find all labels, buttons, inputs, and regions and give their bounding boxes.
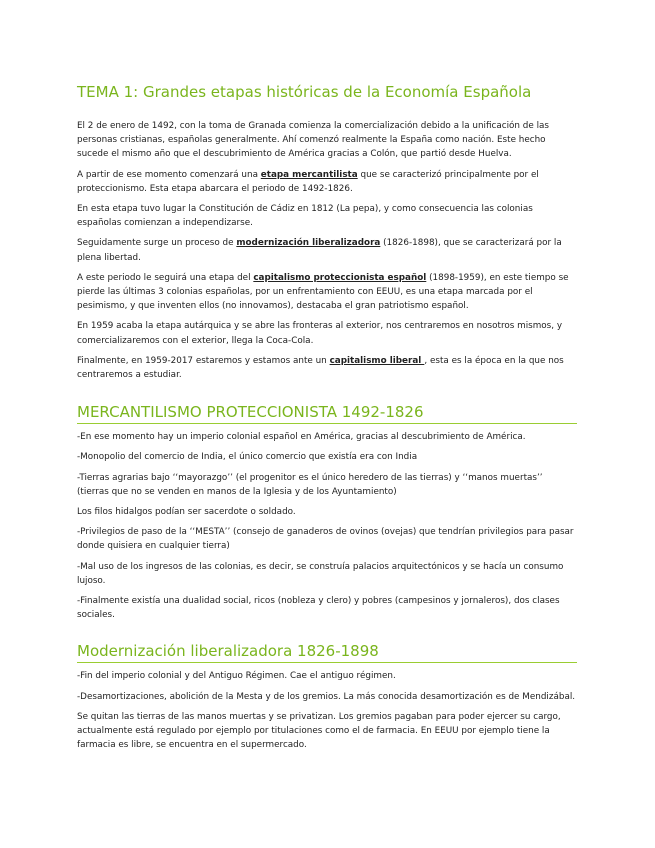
intro-paragraph [77, 271, 577, 314]
intro-section [77, 119, 577, 382]
paragraph-text: Finalmente, en 1959-2017 estaremos y estamos ante un [77, 355, 330, 366]
list-item: -Desamortizaciones, abolición de la Mesta y de los gremios. La más conocida desamortización es de Mendizábal. [77, 691, 576, 702]
paragraph-text: (1826-1898), que se caracterizará por la plena libertad. [77, 238, 562, 263]
paragraph-text: En 1959 acaba la etapa autárquica y se abre las fronteras al exterior, nos centraremos en nosotros mismos, y comercializaremos con el exterior, llega la Coca-Cola. [77, 321, 563, 346]
list-item: -Tierras agrarias bajo ‘‘mayorazgo’’ (el progenitor es el único heredero de las tierras) y ‘‘manos muertas’’ (tierras que no se venden en manos de la Iglesia y de los Ayuntamiento) [77, 472, 543, 497]
highlighted-term: modernización liberalizadora [236, 238, 381, 249]
intro-paragraph [77, 168, 577, 196]
document-content [77, 82, 577, 759]
list-item: Se quitan las tierras de las manos muertas y se privatizan. Los gremios pagaban para poder ejercer su cargo, actualmente está regulado por ejemplo por titulaciones como el de farmacia. En EEUU por ejemplo tiene la farmacia es libre, se encuentra en el supermercado. [77, 711, 561, 751]
page-title: TEMA 1: Grandes etapas históricas de la Economía Española [77, 83, 532, 101]
intro-paragraph [77, 319, 577, 347]
intro-paragraph [77, 119, 577, 162]
section-mercantilismo-list [77, 430, 577, 622]
list-item: Los filos hidalgos podían ser sacerdote o soldado. [77, 507, 296, 518]
highlighted-term: capitalismo liberal [329, 355, 425, 366]
paragraph-text: Seguidamente surge un proceso de [77, 238, 237, 249]
list-item: -Finalmente existía una dualidad social, ricos (nobleza y clero) y pobres (campesinos y jornaleros), dos clases sociales. [77, 596, 560, 621]
list-item: -En ese momento hay un imperio colonial español en América, gracias al descubrimiento de América. [77, 432, 526, 443]
list-item: -Monopolio del comercio de India, el único comercio que existía era con India [77, 452, 418, 463]
paragraph-text: , esta es la época en la que nos centraremos a estudiar. [77, 355, 564, 381]
highlighted-term: capitalismo proteccionista español [253, 272, 427, 283]
paragraph-text: que se caracterizó principalmente por el proteccionismo. Esta etapa abarcara el periodo de 1492-1826. [77, 169, 539, 194]
list-item: -Mal uso de los ingresos de las colonias, es decir, se construía palacios arquitectónicos y se hacía un consumo lujoso. [77, 561, 564, 586]
paragraph-text: En esta etapa tuvo lugar la Constitución de Cádiz en 1812 (La pepa), y como consecuencia las colonias españolas comienzan a independizarse. [77, 204, 533, 229]
section-heading-mercantilismo: MERCANTILISMO PROTECCIONISTA 1492-1826 [77, 402, 577, 424]
intro-paragraph [77, 236, 577, 264]
intro-paragraph [77, 202, 577, 230]
paragraph-text: A partir de ese momento comenzará una [77, 169, 261, 180]
list-item: -Fin del imperio colonial y del Antiguo Régimen. Cae el antiguo régimen. [77, 671, 396, 682]
paragraph-text: A este periodo le seguirá una etapa del [77, 272, 254, 283]
section-heading-modernizacion: Modernización liberalizadora 1826-1898 [77, 641, 577, 663]
highlighted-term: etapa mercantilista [260, 169, 358, 180]
paragraph-text: (1898-1959), en este tiempo se pierde las últimas 3 colonias españolas, por un enfrentamiento con EEUU, es una etapa marcada por el pesimismo, y que inventen ellos (no innovamos), destacaba el gran patriotismo español. [77, 272, 569, 312]
paragraph-text: El 2 de enero de 1492, con la toma de Granada comienza la comercialización debido a la unificación de las personas cristianas, españolas generalmente. Ahí comenzó realmente la España como nación. Este hecho sucede el mismo año que el descubrimiento de América gracias a Colón, que partió desde Huelva. [77, 121, 550, 160]
list-item: -Privilegios de paso de la ‘‘MESTA’’ (consejo de ganaderos de ovinos (ovejas) que tendrían privilegios para pasar donde quisiera en cualquier tierra) [77, 527, 574, 552]
intro-paragraph [77, 354, 577, 382]
section-modernizacion-list [77, 669, 577, 752]
